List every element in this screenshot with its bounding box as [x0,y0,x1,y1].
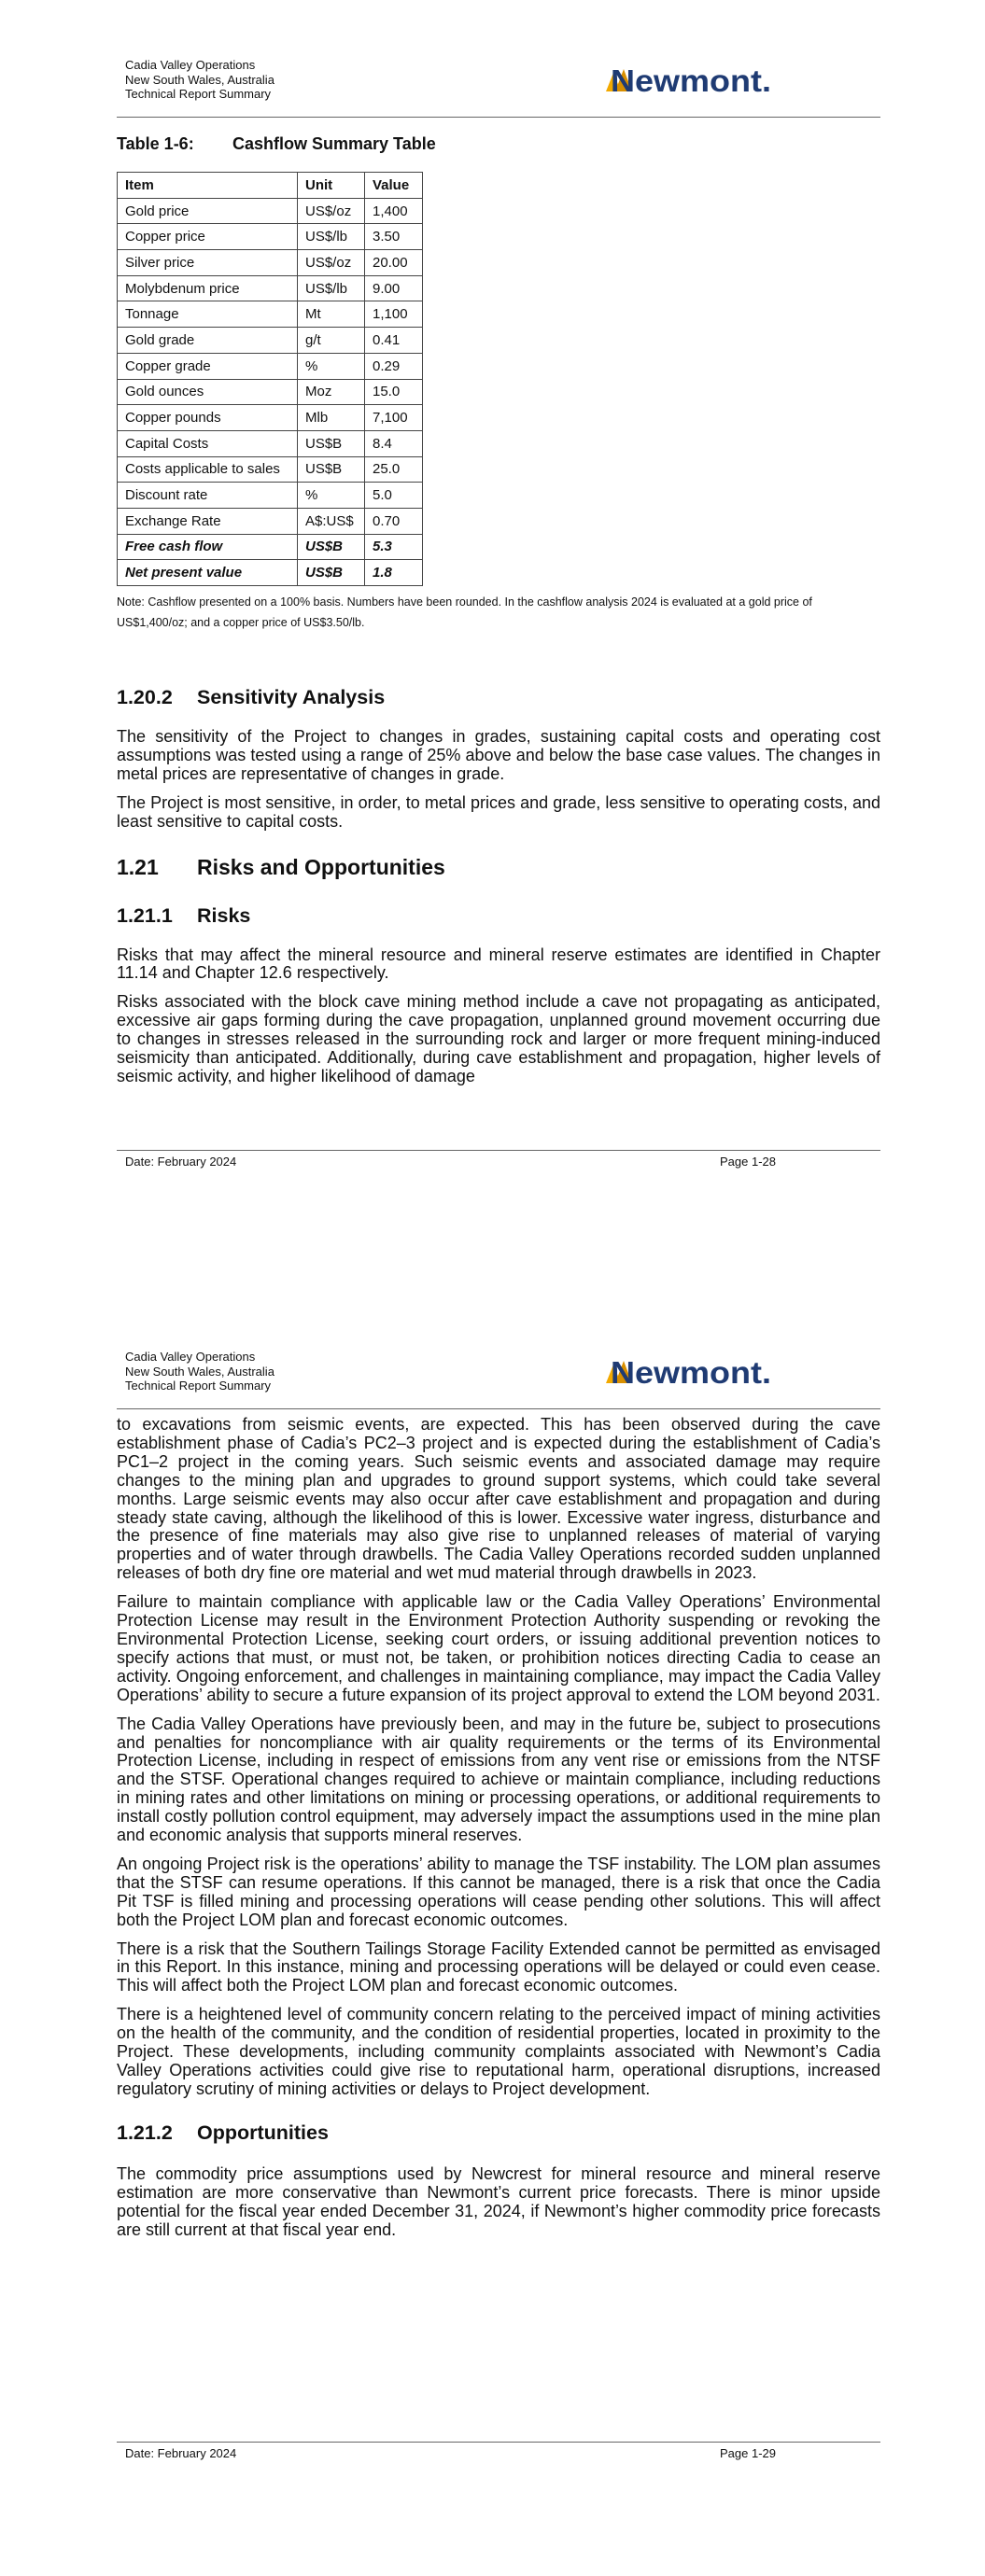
cell-unit: Mlb [298,405,365,431]
table-row [118,198,423,224]
paragraph: The sensitivity of the Project to changes in grades, sustaining capital costs and operating cost assumptions was tested using a range of 25% above and below the base case values. The changes in metal prices are representative of changes in grade. [117,727,880,783]
cell-item: Tonnage [118,301,298,328]
cell-item: Gold price [118,198,298,224]
table-row [118,483,423,509]
table-row [118,430,423,456]
cell-value: 3.50 [365,224,423,250]
section-heading-1-21 [117,855,880,880]
paragraph: The Cadia Valley Operations have previously been, and may in the future be, subject to prosecutions and penalties for noncompliance with air quality requirements or the terms of its Environmental Protection License, including in respect of emissions from any vent rise or emissions from the NTSF and the STSF. Operational changes required to achieve or maintain compliance, including reductions in mining rates and other limitations on mining or processing operations, or additional requirements to install costly pollution control equipment, may adversely impact the assumptions used in the mine plan and economic analysis that supports mineral reserves. [117,1714,880,1845]
cell-value: 0.41 [365,328,423,354]
page-1-29 [0,1302,985,2576]
cell-item: Copper pounds [118,405,298,431]
page-body [117,1416,880,2249]
header-divider [117,1408,880,1409]
cell-value: 1,400 [365,198,423,224]
cell-value: 1.8 [365,560,423,586]
table-row [118,405,423,431]
paragraph: to excavations from seismic events, are expected. This has been observed during the cave establishment phase of Cadia’s PC2–3 project and is expected during the establishment of Cadia’s PC1–2 project in the coming years. Such seismic events and associated damage may require changes to the mining plan and upgrades to ground support systems, which could take several months. Large seismic events may also occur after cave establishment and propagation and during steady state caving, although the likelihood of this is lower. Excessive water ingress, disturbance and the presence of fine materials may also give rise to unplanned releases of material of varying properties and of water through drawbells. The Cadia Valley Operations recorded sudden unplanned releases of both dry fine ore material and wet mud material through drawbells in 2023. [117,1415,880,1583]
section-number: 1.20.2 [117,686,173,708]
cell-unit: US$/lb [298,275,365,301]
report-header [125,1350,274,1393]
cell-item: Free cash flow [118,534,298,560]
cell-unit: US$/oz [298,250,365,276]
footer-page-number: Page 1-29 [720,2446,776,2460]
header-line-location: New South Wales, Australia [125,1364,274,1379]
cell-value: 9.00 [365,275,423,301]
cell-value: 15.0 [365,379,423,405]
footer-date: Date: February 2024 [125,1155,237,1169]
cell-value: 25.0 [365,456,423,483]
table-header-row [118,173,423,199]
paragraph: An ongoing Project risk is the operations’ ability to manage the TSF instability. The LOM plan assumes that the STSF can resume operations. If this cannot be managed, there is a risk that once the Cadia Pit TSF is filled mining and processing operations will cease pending other solutions. This will affect both the Project LOM plan and forecast economic outcomes. [117,1854,880,1929]
section-number: 1.21 [117,854,159,879]
section-title: Sensitivity Analysis [197,686,386,708]
cell-value: 5.3 [365,534,423,560]
table-row [118,328,423,354]
cell-item: Copper price [118,224,298,250]
table-row [118,250,423,276]
cell-unit: Moz [298,379,365,405]
cell-unit: % [298,353,365,379]
cell-item: Costs applicable to sales [118,456,298,483]
section-heading-1-21-2 [117,2121,880,2145]
paragraph: The Project is most sensitive, in order, to metal prices and grade, less sensitive to operating costs, and least sensitive to capital costs. [117,792,880,831]
table-row-total [118,534,423,560]
cell-unit: A$:US$ [298,508,365,534]
cell-item: Silver price [118,250,298,276]
column-header-unit: Unit [298,173,365,199]
cell-item: Discount rate [118,483,298,509]
header-line-doc-type: Technical Report Summary [125,1379,272,1393]
cell-value: 0.70 [365,508,423,534]
cashflow-summary-table [117,172,423,586]
cell-unit: US$B [298,456,365,483]
paragraph: There is a heightened level of community concern relating to the perceived impact of mining activities on the health of the community, and the condition of residential properties, located in proximity to the Project. These developments, including community complaints associated with Newmont’s Cadia Valley Operations activities could give rise to reputational harm, operational disruptions, increased regulatory scrutiny of mining activities or delays to Project development. [117,2005,880,2098]
cell-item: Gold grade [118,328,298,354]
paragraph: Risks associated with the block cave mining method include a cave not propagating as anticipated, excessive air gaps forming during the cave propagation, unplanned ground movement occurring due to changes in stresses released in the surrounding rock and larger or more frequent mining-induced seismicity than anticipated. Additionally, during cave establishment and propagation, higher levels of seismic activity, and higher likelihood of damage [117,992,880,1085]
header-line-company: Cadia Valley Operations [125,58,256,72]
section-title: Risks [197,903,251,927]
paragraph: Failure to maintain compliance with applicable law or the Cadia Valley Operations’ Environmental Protection License may result in the Environment Protection Authority suspending or revoking the Environmental Protection License, seeking court orders, or issuing additional prevention notices to specify actions that must, or must not, be taken, or prohibition notices directing Cadia to cease an activity. Ongoing enforcement, and challenges in maintaining compliance, may impact the Cadia Valley Operations’ ability to secure a future expansion of its project approval to extend the LOM beyond 2031. [117,1592,880,1704]
table-row [118,379,423,405]
table-row [118,508,423,534]
column-header-item: Item [118,173,298,199]
cell-item: Exchange Rate [118,508,298,534]
table-row [118,275,423,301]
page-body [117,134,880,1097]
cell-value: 1,100 [365,301,423,328]
cell-value: 7,100 [365,405,423,431]
page-1-28 [0,0,985,1274]
cell-unit: g/t [298,328,365,354]
table-row [118,456,423,483]
cell-unit: US$/oz [298,198,365,224]
cell-unit: US$B [298,534,365,560]
section-number: 1.21.1 [117,903,173,927]
newmont-logo [603,1353,775,1391]
cell-value: 8.4 [365,430,423,456]
logo-wordmark: Newmont. [611,63,771,98]
table-note: Note: Cashflow presented on a 100% basis. Numbers have been rounded. In the cashflow analysis 2024 is evaluated at a gold price of US$1,400/oz; and a copper price of US$3.50/lb. [117,595,812,629]
section-number: 1.21.2 [117,2121,173,2144]
section-title: Risks and Opportunities [197,854,445,879]
table-caption: Cashflow Summary Table [232,134,436,153]
paragraph: There is a risk that the Southern Tailings Storage Facility Extended cannot be permitted as envisaged in this Report. In this instance, mining and processing operations will be delayed or could even cease. This will affect both the Project LOM plan and forecast economic outcomes. [117,1939,880,1995]
table-row [118,301,423,328]
section-heading-1-21-1 [117,904,880,928]
cell-item: Copper grade [118,353,298,379]
column-header-value: Value [365,173,423,199]
cell-item: Net present value [118,560,298,586]
table-row-total [118,560,423,586]
cell-unit: US$B [298,560,365,586]
cell-unit: Mt [298,301,365,328]
table-number: Table 1-6: [117,134,194,153]
cell-item: Molybdenum price [118,275,298,301]
section-title: Opportunities [197,2121,329,2144]
logo-wordmark: Newmont. [611,1355,771,1390]
header-divider [117,117,880,118]
cell-item: Gold ounces [118,379,298,405]
cell-unit: US$B [298,430,365,456]
cell-value: 0.29 [365,353,423,379]
footer-date: Date: February 2024 [125,2446,237,2460]
header-line-location: New South Wales, Australia [125,72,274,87]
footer-page-number: Page 1-28 [720,1155,776,1169]
page-footer [117,1150,880,1169]
cell-unit: % [298,483,365,509]
cell-item: Capital Costs [118,430,298,456]
cell-unit: US$/lb [298,224,365,250]
cell-value: 5.0 [365,483,423,509]
paragraph: The commodity price assumptions used by Newcrest for mineral resource and mineral reserve estimation are more conservative than Newmont’s current price forecasts. There is minor upside potential for the fiscal year ended December 31, 2024, if Newmont’s higher commodity price forecasts are still current at that fiscal year end. [117,2163,880,2239]
paragraph: Risks that may affect the mineral resource and mineral reserve estimates are identified in Chapter 11.14 and Chapter 12.6 respectively. [117,945,880,983]
section-heading-1-20-2 [117,686,880,709]
report-header [125,58,274,102]
table-title [117,134,880,154]
table-row [118,353,423,379]
newmont-logo [603,62,775,99]
page-footer [117,2442,880,2460]
header-line-doc-type: Technical Report Summary [125,87,272,101]
table-row [118,224,423,250]
cell-value: 20.00 [365,250,423,276]
header-line-company: Cadia Valley Operations [125,1350,256,1364]
